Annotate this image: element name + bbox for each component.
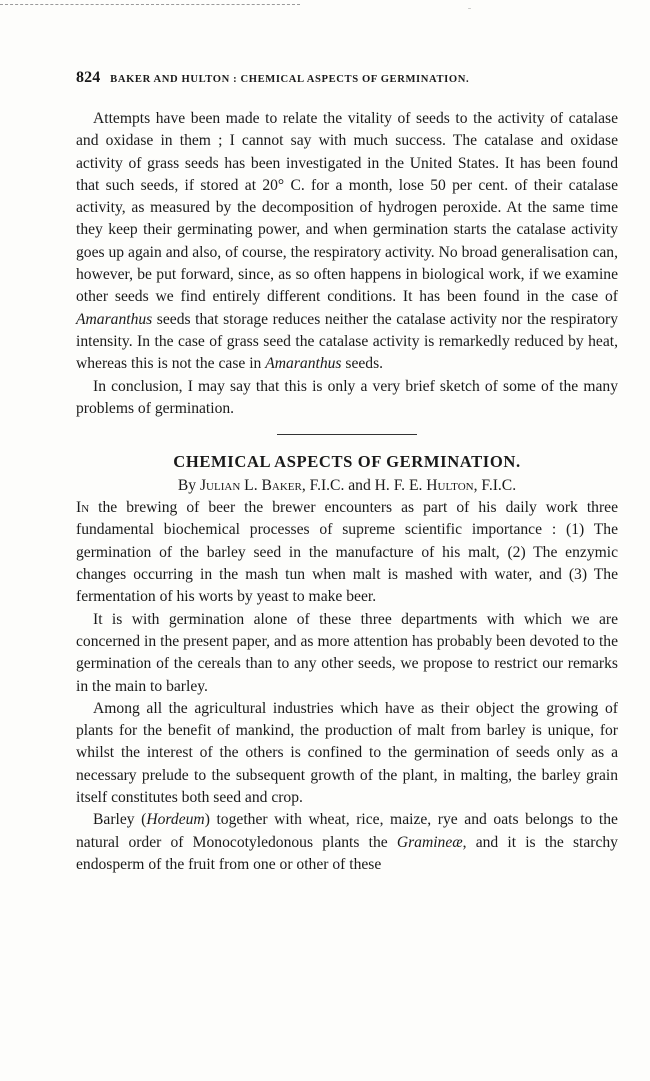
byline-middle: , F.I.C. and H. F. E. (301, 477, 427, 495)
page-body (76, 66, 618, 876)
text-run: the brewing of beer the brewer encounters as part of his daily work three fundamental biochemical processes of supreme scientific importance : (1) The germination of the barley seed in the manufacture of his malt, (2) The enzymic changes occurring in the mash tun when malt is mashed with water, and (3) The fermentation of his worts by yeast to make beer. (76, 499, 618, 606)
text-run: Attempts have been made to relate the vitality of seeds to the activity of catalase and oxidase in them ; I cannot say with much success. The catalase and oxidase activity of grass seeds has been investigated in the United States. It has been found that such seeds, if stored at 20° C. for a month, lose 50 per cent. of their catalase activity, as measured by the decomposition of hydrogen peroxide. At the same time they keep their germinating power, and when germination starts the catalase activity goes up again and also, of course, the respiratory activity. No broad generalisation can, however, be put forward, since, as so often happens in biological work, if we examine other seeds we find entirely different conditions. It has been found in the case of (76, 110, 618, 306)
species-name: Amaranthus (76, 310, 153, 328)
text-run: Barley ( (93, 811, 147, 829)
scan-artifact-line (0, 4, 300, 5)
family-name: Gramineæ (396, 833, 463, 851)
author-name: Hulton (426, 477, 474, 495)
paragraph-barley (76, 809, 618, 876)
paragraph-malt-unique: Among all the agricultural industries which have as their object the growing of plants for the benefit of mankind, the production of malt from barley is unique, for whilst the interest of the others is confined to the germination of seeds only as a necessary prelude to the subsequent growth of the plant, in malting, the barley grain itself constitutes both seed and crop. (76, 699, 618, 807)
article-title: CHEMICAL ASPECTS OF GERMINATION. (173, 452, 521, 472)
page-number: 824 (76, 69, 101, 86)
byline (76, 474, 618, 497)
scan-artifact-mark: ˉ (468, 6, 471, 16)
text-run: seeds. (341, 355, 384, 373)
text-run: seeds that storage reduces neither the catalase activity nor the respiratory intensity. In the case of grass seed the catalase activity is remarkedly reduced by heat, whereas this is not the case in (76, 310, 618, 373)
paragraph-brewing (76, 497, 618, 608)
running-header (76, 66, 618, 92)
text-run: ) together with wheat, rice, maize, rye and oats belongs to the natural order of Monocotyledonous plants the (76, 811, 618, 851)
author-name: Julian L. Baker (199, 477, 302, 495)
genus-name: Hordeum (146, 811, 205, 829)
running-title: BAKER AND HULTON : CHEMICAL ASPECTS OF GERMINATION. (110, 74, 470, 85)
species-name: Amaranthus (265, 355, 342, 373)
byline-suffix: , F.I.C. (473, 477, 517, 495)
paragraph-conclusion: In conclusion, I may say that this is only a very brief sketch of some of the many problems of germination. (76, 377, 618, 417)
paragraph-vitality (76, 108, 618, 376)
byline-prefix: By (177, 477, 200, 495)
section-divider (277, 434, 417, 435)
paragraph-germination-scope: It is with germination alone of these three departments with which we are concerned in the present paper, and as more attention has probably been devoted to the germination of the cereals than to any other seeds, we propose to restrict our remarks in the main to barley. (76, 610, 618, 695)
lead-word: In (76, 499, 90, 517)
text-run: , and it is the starchy endosperm of the fruit from one or other of these (76, 833, 618, 873)
